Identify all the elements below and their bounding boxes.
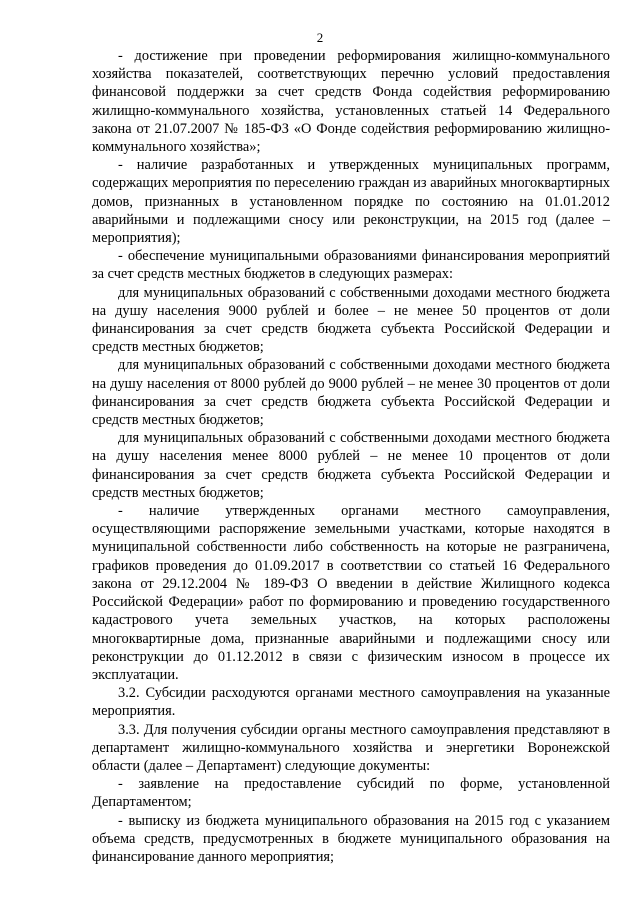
- paragraph-application: - заявление на предоставление субсидий по форме, установленной Департаментом;: [92, 776, 610, 811]
- document-body: [92, 47, 610, 866]
- paragraph-clause-3-2: 3.2. Субсидии расходуются органами местного самоуправления на указанные мероприятия.: [92, 685, 610, 720]
- paragraph-local-financing: - обеспечение муниципальными образованиями финансирования мероприятий за счет средств местных бюджетов в следующих размерах:: [92, 248, 610, 283]
- paragraph-income-8000-9000: для муниципальных образований с собственными доходами местного бюджета на душу населения от 8000 рублей до 9000 рублей – не менее 30 процентов от доли финансирования за счет средств бюджета субъекта Российской Федерации и средств местных бюджетов;: [92, 357, 610, 429]
- paragraph-clause-3-3: 3.3. Для получения субсидии органы местного самоуправления представляют в департамент жилищно-коммунального хозяйства и энергетики Воронежской области (далее – Департамент) следующие документы:: [92, 721, 610, 774]
- paragraph-municipal-programs: - наличие разработанных и утвержденных муниципальных программ, содержащих мероприятия по переселению граждан из аварийных многоквартирных домов, признанных в установленном порядке по состоянию на 01.01.2012 аварийными и подлежащими сносу или реконструкции, на 2015 год (далее – мероприятия);: [92, 157, 610, 247]
- paragraph-income-below-8000: для муниципальных образований с собственными доходами местного бюджета на душу населения менее 8000 рублей – не менее 10 процентов от доли финансирования за счет средств бюджета субъекта Российской Федерации и средств местных бюджетов;: [92, 430, 610, 501]
- paragraph-income-9000-plus: для муниципальных образований с собственными доходами местного бюджета на душу населения 9000 рублей и более – не менее 50 процентов от доли финансирования за счет средств бюджета субъекта Российской Федерации и средств местных бюджетов;: [92, 284, 610, 356]
- page-number: 2: [316, 30, 324, 45]
- paragraph-reform-indicators: - достижение при проведении реформирования жилищно-коммунального хозяйства показателей, соответствующих перечню условий предоставления финансовой поддержки за счет средств Фонда содействия реформированию жилищно-коммунального хозяйства, установленных статьей 14 Федерального закона от 21.07.2007 № 185-ФЗ «О Фонде содействия реформированию жилищно-коммунального хозяйства»;: [92, 48, 610, 156]
- paragraph-budget-extract: - выписку из бюджета муниципального образования на 2015 год с указанием объема средств, предусмотренных в бюджете муниципального образования на финансирование данного мероприятия;: [92, 812, 610, 865]
- paragraph-land-cadastre-schedules: - наличие утвержденных органами местного самоуправления, осуществляющими распоряжение земельными участками, которые находятся в муниципальной собственности либо собственность на которые не разграничена, графиков проведения до 01.09.2017 в соответствии со статьей 16 Федерального закона от 29.12.2004 № 189-ФЗ О введении в действие Жилищного кодекса Российской Федерации» работ по формированию и проведению государственного кадастрового учета земельных участков, на которых расположены многоквартирные дома, признанные аварийными и подлежащими сносу или реконструкции до 01.12.2012 в связи с физическим износом в процессе их эксплуатации.: [92, 503, 610, 683]
